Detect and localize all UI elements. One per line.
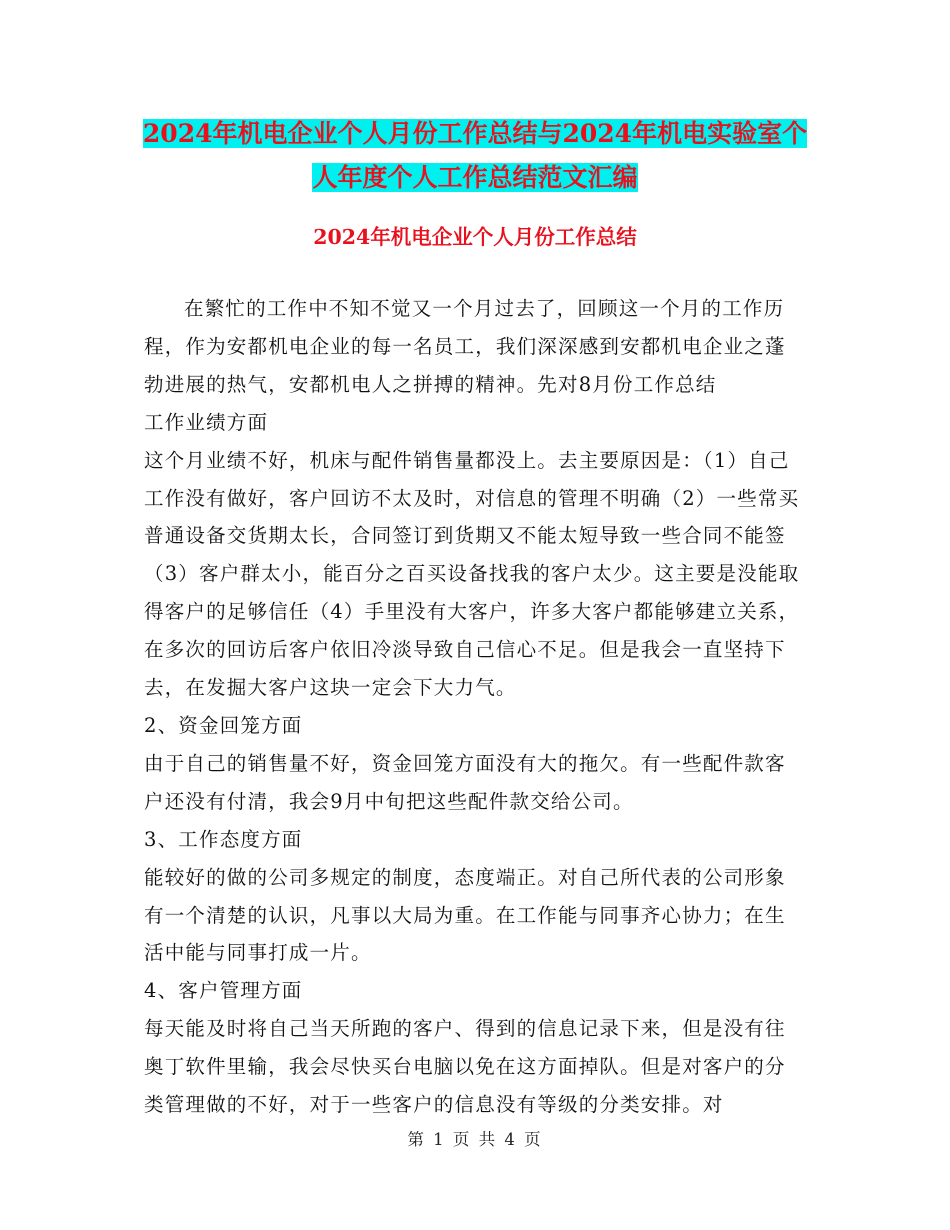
- body-paragraph: 在繁忙的工作中不知不觉又一个月过去了，回顾这一个月的工作历程，作为安都机电企业的每一名员工，我们深深感到安都机电企业之蓬勃进展的热气，安都机电人之拼搏的精神。先对8月份工作总结: [144, 297, 786, 396]
- section-heading: 2、资金回笼方面: [144, 713, 303, 737]
- body-paragraph: 由于自己的销售量不好，资金回笼方面没有大的拖欠。有一些配件款客户还没有付清，我会9月中旬把这些配件款交给公司。: [144, 751, 786, 813]
- document-title-highlight: 2024年机电企业个人月份工作总结与2024年机电实验室个人年度个人工作总结范文汇编: [142, 119, 808, 192]
- body-paragraph: 这个月业绩不好，机床与配件销售量都没上。去主要原因是：（1）自己工作没有做好，客户回访不太及时，对信息的管理不明确（2）一些常买普通设备交货期太长，合同签订到货期又不能太短导致一些合同不能签（3）客户群太小，能百分之百买设备找我的客户太少。这主要是没能取得客户的足够信任（4）手里没有大客户，许多大客户都能够建立关系，在多次的回访后客户依旧冷淡导致自己信心不足。但是我会一直坚持下去，在发掘大客户这块一定会下大力气。: [144, 448, 800, 700]
- document-body: [144, 290, 804, 1124]
- section-heading: 4、客户管理方面: [144, 979, 303, 1003]
- section-heading: 工作业绩方面: [144, 410, 269, 434]
- document-title: [140, 112, 810, 200]
- body-paragraph: 每天能及时将自己当天所跑的客户、得到的信息记录下来，但是没有往奥丁软件里输，我会尽快买台电脑以免在这方面掉队。但是对客户的分类管理做的不好，对于一些客户的信息没有等级的分类安排。对: [144, 1017, 786, 1117]
- section-heading: 3、工作态度方面: [144, 827, 303, 851]
- page-footer: 第 1 页 共 4 页: [407, 1130, 543, 1149]
- section-title: 2024年机电企业个人月份工作总结: [313, 225, 637, 249]
- body-paragraph: 能较好的做的公司多规定的制度，态度端正。对自己所代表的公司形象有一个清楚的认识，凡事以大局为重。在工作能与同事齐心协力；在生活中能与同事打成一片。: [144, 865, 786, 965]
